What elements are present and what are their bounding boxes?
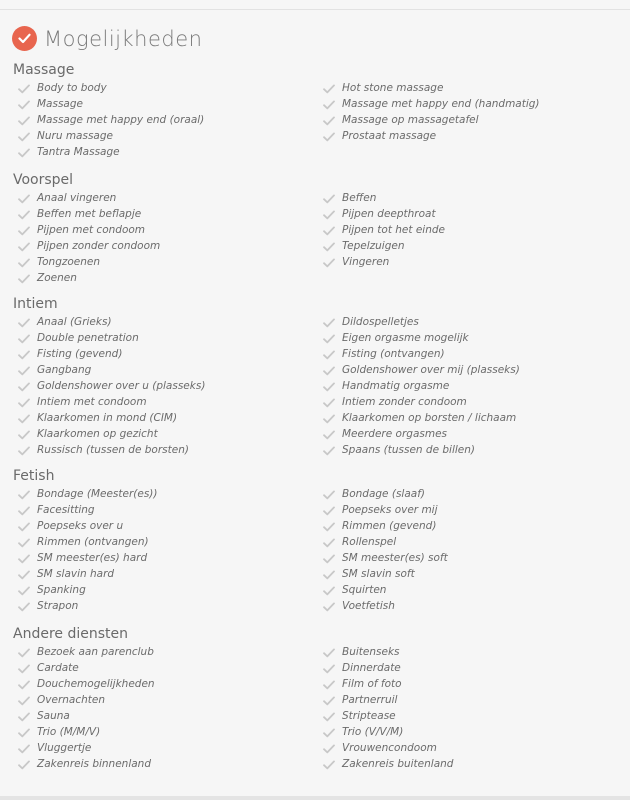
list-item [318,692,623,708]
service-column-left [13,80,318,160]
checkmark-icon [323,99,337,109]
service-label: SM slavin hard [37,568,115,580]
list-item [318,254,623,270]
service-label: Body to body [37,82,107,94]
service-label: Vingeren [342,256,390,268]
service-label: Spaans (tussen de billen) [342,444,476,456]
section-title: Andere diensten [13,626,128,642]
checkmark-icon [18,489,32,499]
list-item [13,254,318,270]
service-label: Pijpen deepthroat [342,208,436,220]
checkmark-icon [323,601,337,611]
list-item [318,740,623,756]
service-column-left [13,314,318,458]
list-item [13,270,318,286]
checkmark-icon [323,193,337,203]
list-item [318,112,623,128]
service-label: Klaarkomen in mond (CIM) [37,412,178,424]
service-label: Gangbang [37,364,92,376]
checkmark-icon [18,679,32,689]
list-item [318,442,623,458]
list-item [318,314,623,330]
service-label: Rimmen (ontvangen) [37,536,149,548]
checkmark-icon [323,381,337,391]
service-label: Facesitting [37,504,95,516]
service-label: Vrouwencondoom [342,742,437,754]
checkmark-icon [323,429,337,439]
checkmark-icon [18,647,32,657]
service-label: Dildospelletjes [342,316,419,328]
list-item [13,598,318,614]
list-item [318,362,623,378]
checkmark-icon [323,397,337,407]
service-label: Trio (M/M/V) [37,726,101,738]
list-item [13,426,318,442]
service-label: Massage [37,98,83,110]
checkmark-icon [323,553,337,563]
checkmark-icon [323,209,337,219]
list-item [318,80,623,96]
panel-header [12,26,202,51]
service-label: Rollenspel [342,536,397,548]
checkmark-icon [18,537,32,547]
list-item [318,190,623,206]
checkmark-icon [323,83,337,93]
list-item [13,206,318,222]
checkmark-icon [18,131,32,141]
checkmark-icon [323,115,337,125]
checkmark-icon [18,365,32,375]
service-column-left [13,644,318,772]
service-label: Bondage (slaaf) [342,488,425,500]
checkmark-icon [323,333,337,343]
service-label: Voetfetish [342,600,395,612]
section-fetish [13,466,623,614]
list-item [318,502,623,518]
list-item [13,238,318,254]
list-item [318,756,623,772]
checkmark-icon [323,225,337,235]
list-item [318,550,623,566]
checkmark-icon [323,727,337,737]
checkmark-icon [323,679,337,689]
checkmark-icon [18,521,32,531]
checkmark-icon [323,257,337,267]
service-label: Film of foto [342,678,402,690]
service-label: Zakenreis buitenland [342,758,454,770]
checkmark-icon [323,445,337,455]
checkmark-icon [18,601,32,611]
checkmark-icon [323,759,337,769]
list-item [318,330,623,346]
list-item [13,410,318,426]
service-label: Vluggertje [37,742,92,754]
list-item [13,96,318,112]
checkmark-icon [323,489,337,499]
section-title: Fetish [13,468,55,484]
service-label: Pijpen zonder condoom [37,240,161,252]
service-label: Buitenseks [342,646,400,658]
service-label: SM slavin soft [342,568,415,580]
service-label: Overnachten [37,694,106,706]
checkmark-icon [323,695,337,705]
service-label: Tantra Massage [37,146,120,158]
list-item [13,378,318,394]
service-column-right [318,190,623,286]
list-item [318,486,623,502]
service-label: Fisting (gevend) [37,348,123,360]
list-item [318,426,623,442]
checkmark-icon [18,115,32,125]
service-label: Eigen orgasme mogelijk [342,332,469,344]
checkmark-icon [18,83,32,93]
service-label: Klaarkomen op borsten / lichaam [342,412,517,424]
service-label: Bezoek aan parenclub [37,646,154,658]
checkmark-icon [18,147,32,157]
section-massage [13,60,623,160]
checkmark-icon [18,727,32,737]
section-title: Voorspel [13,172,74,188]
checkmark-icon [323,317,337,327]
service-label: Pijpen tot het einde [342,224,446,236]
service-label: Spanking [37,584,86,596]
service-label: Dinnerdate [342,662,401,674]
service-column-right [318,644,623,772]
checkmark-icon [18,505,32,515]
checkmark-icon [18,429,32,439]
list-item [318,598,623,614]
service-label: Douchemogelijkheden [37,678,155,690]
service-label: Cardate [37,662,79,674]
service-column-left [13,486,318,614]
service-label: Anaal (Grieks) [37,316,112,328]
service-label: Bondage (Meester(es)) [37,488,158,500]
service-label: Strapon [37,600,79,612]
checkmark-icon [323,569,337,579]
list-item [318,96,623,112]
checkmark-icon [18,695,32,705]
list-item [13,442,318,458]
list-item [13,644,318,660]
service-label: Klaarkomen op gezicht [37,428,158,440]
checkmark-icon [323,521,337,531]
checkmark-icon [18,759,32,769]
list-item [13,534,318,550]
service-label: Striptease [342,710,396,722]
service-label: Sauna [37,710,70,722]
checkmark-icon [18,663,32,673]
checkmark-icon [18,317,32,327]
checkmark-icon [18,381,32,391]
top-divider [0,9,630,10]
list-item [318,534,623,550]
list-item [318,222,623,238]
service-label: Nuru massage [37,130,113,142]
list-item [318,238,623,254]
service-label: Squirten [342,584,387,596]
service-column-right [318,486,623,614]
service-label: SM meester(es) soft [342,552,448,564]
list-item [318,566,623,582]
checkmark-icon [18,257,32,267]
service-label: Beffen met beflapje [37,208,142,220]
checkmark-icon [323,711,337,721]
checkmark-icon [18,273,32,283]
checkmark-icon [18,193,32,203]
list-item [318,724,623,740]
checkmark-icon [18,743,32,753]
service-label: Massage met happy end (oraal) [37,114,205,126]
section-title: Intiem [13,296,58,312]
list-item [13,724,318,740]
section-voorspel [13,170,623,286]
list-item [318,708,623,724]
service-label: Intiem met condoom [37,396,147,408]
list-item [13,314,318,330]
checkmark-icon [323,365,337,375]
check-circle-icon [12,26,37,51]
service-label: Trio (V/V/M) [342,726,404,738]
section-intiem [13,294,623,458]
service-label: Poepseks over u [37,520,124,532]
checkmark-icon [18,711,32,721]
checkmark-icon [18,569,32,579]
service-label: Pijpen met condoom [37,224,146,236]
list-item [13,582,318,598]
service-column-left [13,190,318,286]
checkmark-icon [18,445,32,455]
list-item [318,206,623,222]
checkmark-icon [323,537,337,547]
service-label: Poepseks over mij [342,504,438,516]
checkmark-icon [18,413,32,423]
service-label: Hot stone massage [342,82,444,94]
list-item [13,692,318,708]
list-item [318,410,623,426]
list-item [13,740,318,756]
list-item [13,756,318,772]
list-item [318,128,623,144]
service-label: Meerdere orgasmes [342,428,448,440]
checkmark-icon [323,743,337,753]
list-item [13,676,318,692]
list-item [13,144,318,160]
service-label: SM meester(es) hard [37,552,148,564]
service-label: Rimmen (gevend) [342,520,437,532]
checkmark-icon [18,99,32,109]
checkmark-icon [18,333,32,343]
list-item [13,566,318,582]
service-label: Prostaat massage [342,130,437,142]
checkmark-icon [323,663,337,673]
list-item [13,112,318,128]
checkmark-icon [18,225,32,235]
list-item [13,128,318,144]
service-label: Double penetration [37,332,139,344]
section-title: Massage [13,62,75,78]
checkmark-icon [18,553,32,563]
service-label: Goldenshower over mij (plasseks) [342,364,520,376]
list-item [318,394,623,410]
list-item [318,346,623,362]
checkmark-icon [323,585,337,595]
service-label: Russisch (tussen de borsten) [37,444,189,456]
list-item [13,518,318,534]
service-label: Intiem zonder condoom [342,396,467,408]
service-label: Beffen [342,192,377,204]
list-item [318,660,623,676]
checkmark-icon [18,585,32,595]
section-andere-diensten [13,624,623,772]
list-item [13,502,318,518]
checkmark-icon [18,241,32,251]
list-item [13,708,318,724]
list-item [318,644,623,660]
checkmark-icon [323,349,337,359]
list-item [13,660,318,676]
service-label: Massage met happy end (handmatig) [342,98,540,110]
list-item [318,518,623,534]
list-item [318,676,623,692]
service-label: Partnerruil [342,694,398,706]
service-label: Fisting (ontvangen) [342,348,445,360]
checkmark-icon [323,241,337,251]
checkmark-icon [323,131,337,141]
checkmark-icon [323,413,337,423]
list-item [318,378,623,394]
service-label: Tepelzuigen [342,240,405,252]
list-item [13,346,318,362]
service-column-right [318,80,623,160]
bottom-divider [0,796,630,800]
service-column-right [318,314,623,458]
checkmark-icon [18,209,32,219]
list-item [13,550,318,566]
checkmark-icon [323,505,337,515]
checkmark-icon [18,349,32,359]
list-item [13,330,318,346]
service-label: Zoenen [37,272,77,284]
service-label: Goldenshower over u (plasseks) [37,380,206,392]
service-label: Zakenreis binnenland [37,758,152,770]
list-item [13,80,318,96]
checkmark-icon [18,397,32,407]
list-item [13,486,318,502]
page-title: Mogelijkheden [44,26,203,51]
list-item [13,362,318,378]
service-label: Massage op massagetafel [342,114,479,126]
list-item [13,190,318,206]
service-label: Anaal vingeren [37,192,117,204]
checkmark-icon [323,647,337,657]
list-item [318,582,623,598]
service-label: Handmatig orgasme [342,380,450,392]
service-label: Tongzoenen [37,256,101,268]
list-item [13,222,318,238]
list-item [13,394,318,410]
